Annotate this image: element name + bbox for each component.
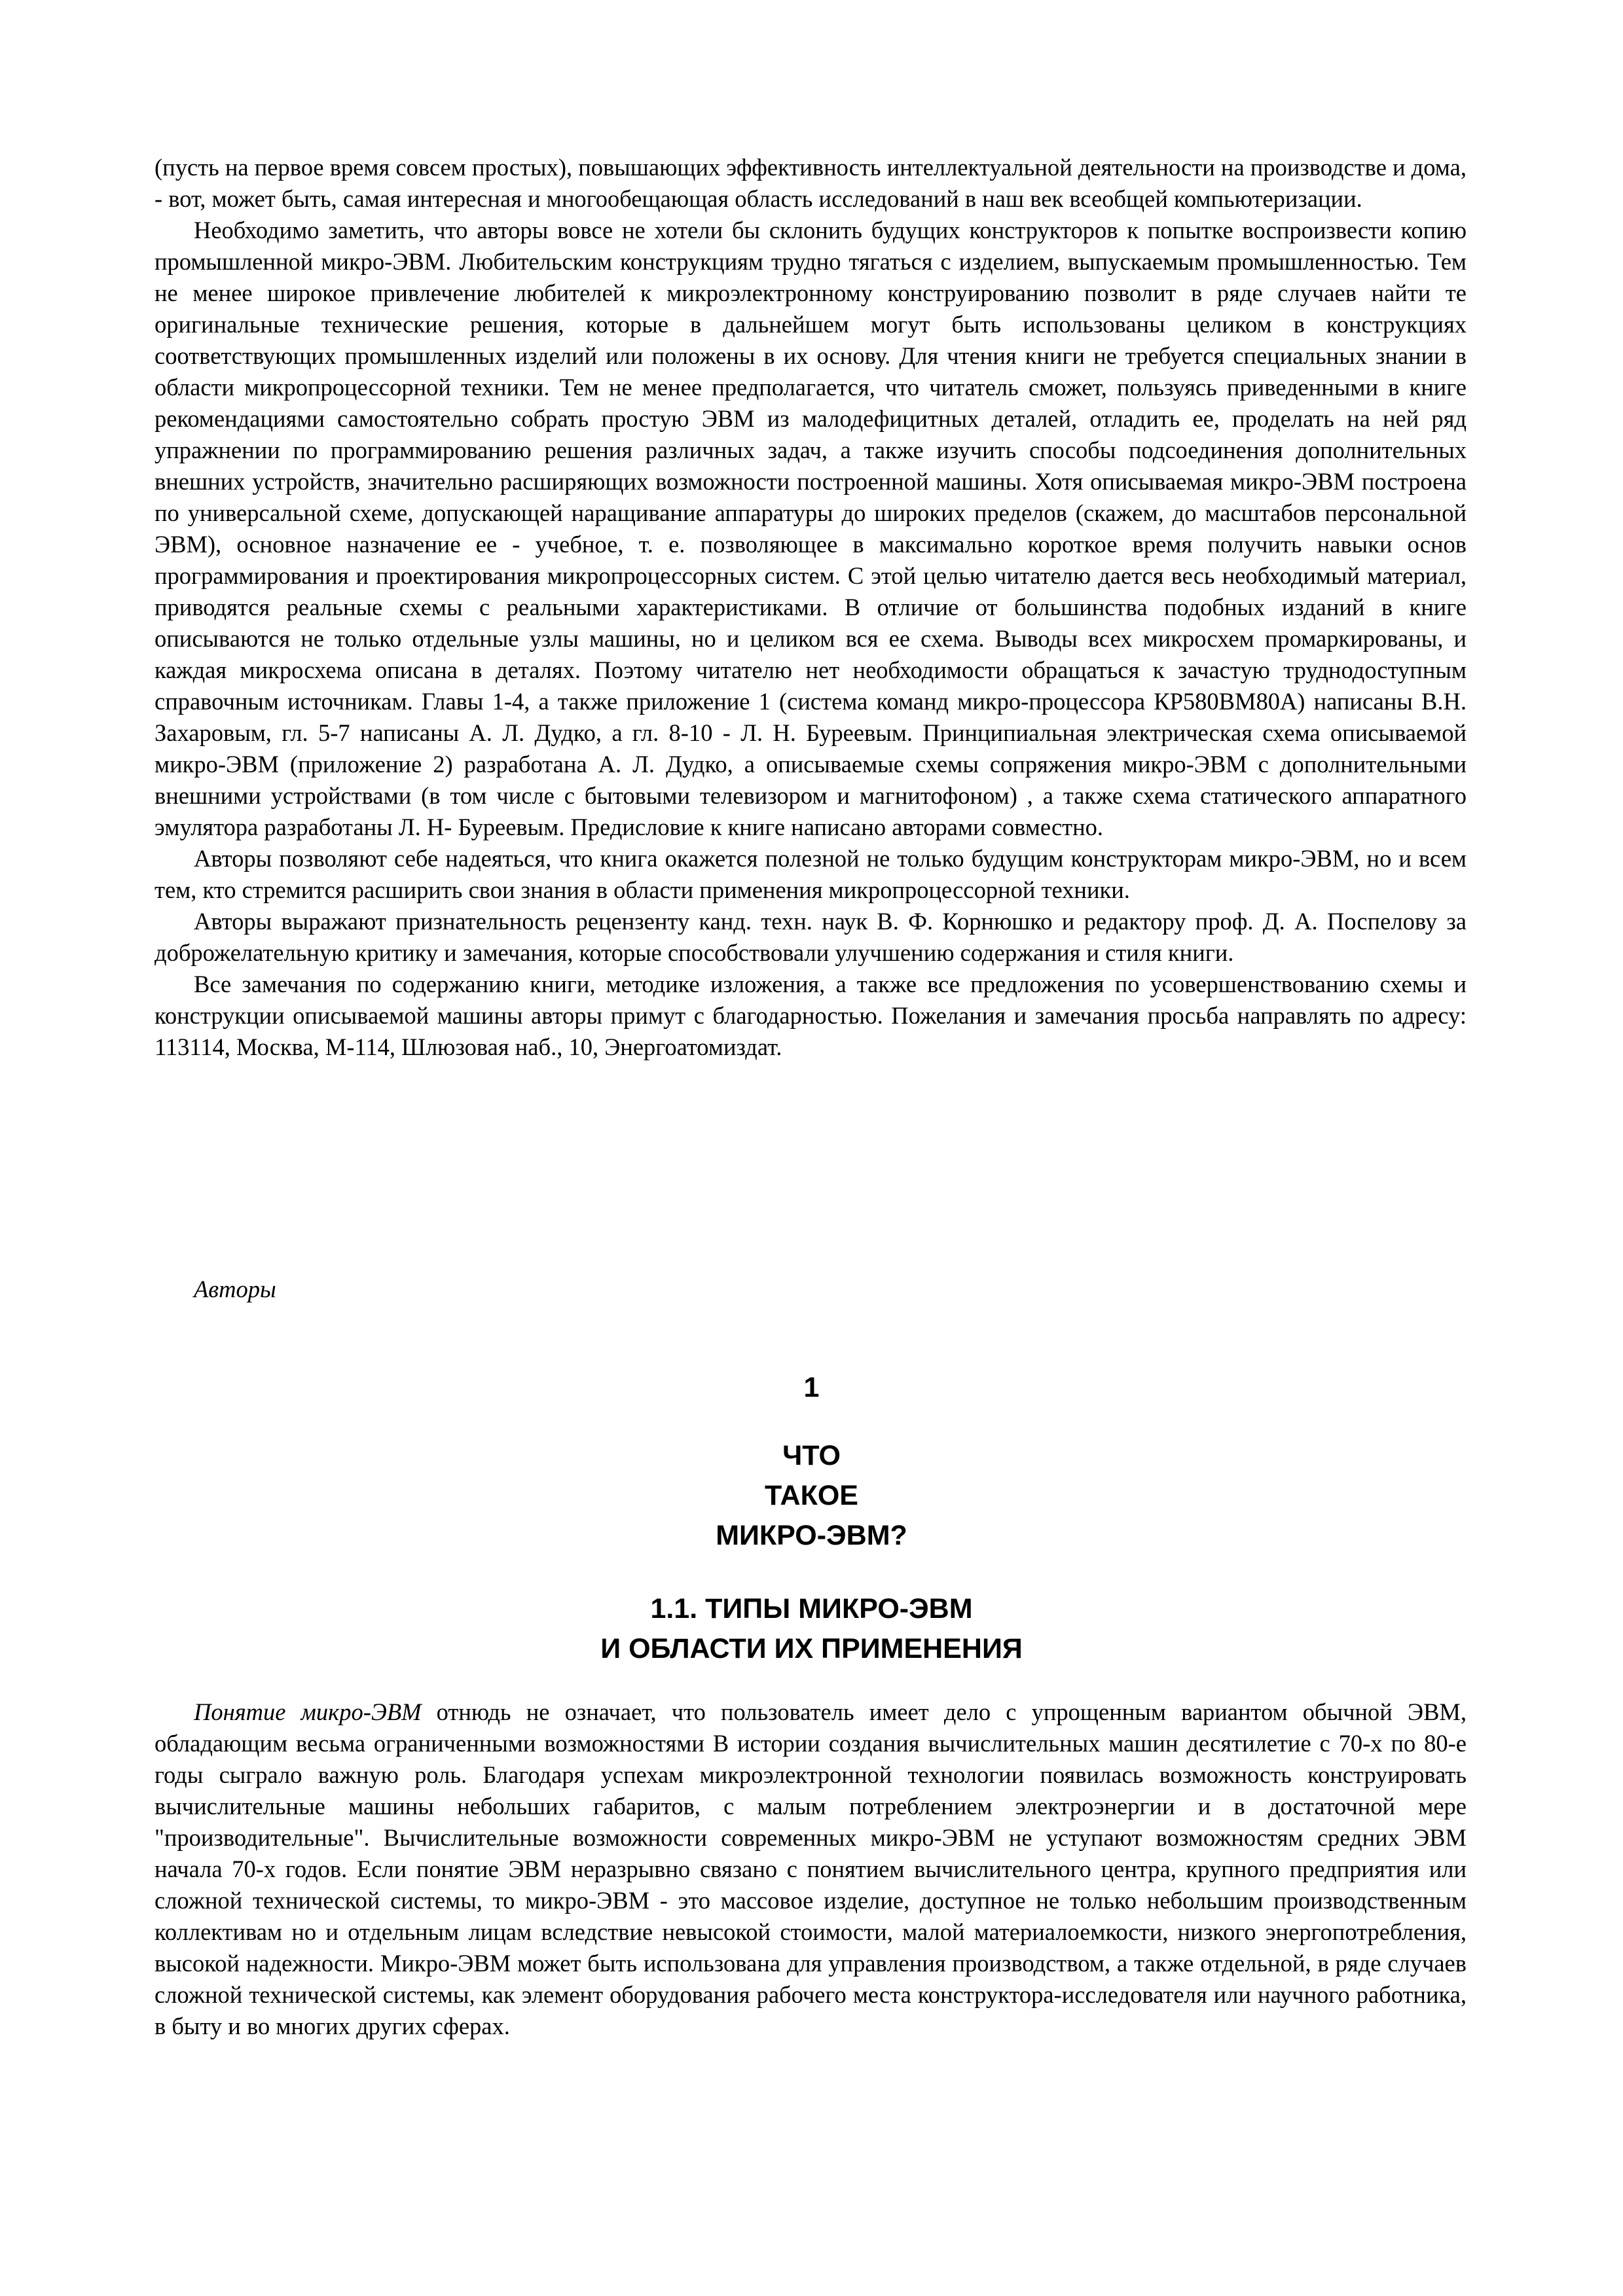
preface-paragraph: (пусть на первое время совсем простых), повышающих эффективность интеллектуальной деятельности на производстве и дома, - вот, может быть, самая интересная и многообещающая область исследований в наш век всеобщей компьютеризации. bbox=[155, 154, 1467, 212]
preface-text bbox=[155, 152, 1467, 1063]
section-title bbox=[0, 1589, 1623, 1669]
chapter-title-line: МИКРО-ЭВМ? bbox=[716, 1520, 907, 1551]
section-paragraph bbox=[155, 1696, 1467, 2042]
section-term: Понятие микро-ЭВМ bbox=[194, 1698, 422, 1725]
preface-paragraph: Все замечания по содержанию книги, методике изложения, а также все предложения по усовершенствованию схемы и конструкции описываемой машины авторы примут с благодарностью. Пожелания и замечания просьба направлять по адресу: 113114, Москва, М-114, Шлюзовая наб., 10, Энергоатомиздат. bbox=[155, 971, 1467, 1060]
chapter-title-line: ТАКОЕ bbox=[765, 1480, 858, 1511]
authors-signature: Авторы bbox=[194, 1276, 276, 1302]
section-text bbox=[155, 1696, 1467, 2042]
section-body: отнюдь не означает, что пользователь имеет дело с упрощенным вариантом обычной ЭВМ, обладающим весьма ограниченными возможностями В истории создания вычислительных машин десятилетие с 70-х по 80-е годы сыграло важную роль. Благодаря успехам микроэлектронной технологии появилась возможность конструировать вычислительные машины небольших габаритов, с малым потреблением электроэнергии и в достаточной мере "производительные". Вычислительные возможности современных микро-ЭВМ не уступают возможностям средних ЭВМ начала 70-х годов. Если понятие ЭВМ неразрывно связано с понятием вычислительного центра, крупного предприятия или сложной технической системы, то микро-ЭВМ - это массовое изделие, доступное не только небольшим производственным коллективам но и отдельным лицам вследствие невысокой стоимости, малой материалоемкости, низкого энергопотребления, высокой надежности. Микро-ЭВМ может быть использована для управления производством, а также отдельной, в ряде случаев сложной технической системы, как элемент оборудования рабочего места конструктора-исследователя или научного работника, в быту и во многих других сферах. bbox=[155, 1698, 1467, 2039]
section-title-line: 1.1. ТИПЫ МИКРО-ЭВМ bbox=[650, 1593, 973, 1624]
preface-paragraph: Авторы позволяют себе надеяться, что книга окажется полезной не только будущим конструкторам микро-ЭВМ, но и всем тем, кто стремится расширить свои знания в области применения микропроцессорной техники. bbox=[155, 845, 1467, 903]
preface-paragraph: Авторы выражают признательность рецензенту канд. техн. наук В. Ф. Корнюшко и редактору проф. Д. А. Поспелову за доброжелательную критику и замечания, которые способствовали улучшению содержания и стиля книги. bbox=[155, 908, 1467, 966]
section-title-line: И ОБЛАСТИ ИХ ПРИМЕНЕНИЯ bbox=[600, 1633, 1023, 1664]
chapter-title bbox=[0, 1436, 1623, 1556]
chapter-number: 1 bbox=[803, 1372, 820, 1403]
chapter-title-line: ЧТО bbox=[782, 1440, 841, 1471]
preface-paragraph: Необходимо заметить, что авторы вовсе не хотели бы склонить будущих конструкторов к попытке воспроизвести копию промышленной микро-ЭВМ. Любительским конструкциям трудно тягаться с изделием, выпускаемым промышленностью. Тем не менее широкое привлечение любителей к микроэлектронному конструированию позволит в ряде случаев найти те оригинальные технические решения, которые в дальнейшем могут быть использованы целиком в конструкциях соответствующих промышленных изделий или положены в их основу. Для чтения книги не требуется специальных знании в области микропроцессорной техники. Тем не менее предполагается, что читатель сможет, пользуясь приведенными в книге рекомендациями самостоятельно собрать простую ЭВМ из малодефицитных деталей, отладить ее, проделать на ней ряд упражнении по программированию решения различных задач, а также изучить способы подсоединения дополнительных внешних устройств, значительно расширяющих возможности построенной машины. Хотя описываемая микро-ЭВМ построена по универсальной схеме, допускающей наращивание аппаратуры до широких пределов (скажем, до масштабов персональной ЭВМ), основное назначение ее - учебное, т. е. позволяющее в максимально короткое время получить навыки основ программирования и проектирования микропроцессорных систем. С этой целью читателю дается весь необходимый материал, приводятся реальные схемы с реальными характеристиками. В отличие от большинства подобных изданий в книге описываются не только отдельные узлы машины, но и целиком вся ее схема. Выводы всех микросхем промаркированы, и каждая микросхема описана в деталях. Поэтому читателю нет необходимости обращаться к зачастую труднодоступным справочным источникам. Главы 1-4, а также приложение 1 (система команд микро-процессора КР580ВМ80А) написаны В.Н. Захаровым, гл. 5-7 написаны А. Л. Дудко, а гл. 8-10 - Л. Н. Буреевым. Принципиальная электрическая схема описываемой микро-ЭВМ (приложение 2) разработана А. Л. Дудко, а описываемые схемы сопряжения микро-ЭВМ с дополнительными внешними устройствами (в том числе с бытовыми телевизором и магнитофоном) , а также схема статического аппаратного эмулятора разработаны Л. Н- Буреевым. Предисловие к книге написано авторами совместно. bbox=[155, 217, 1467, 840]
